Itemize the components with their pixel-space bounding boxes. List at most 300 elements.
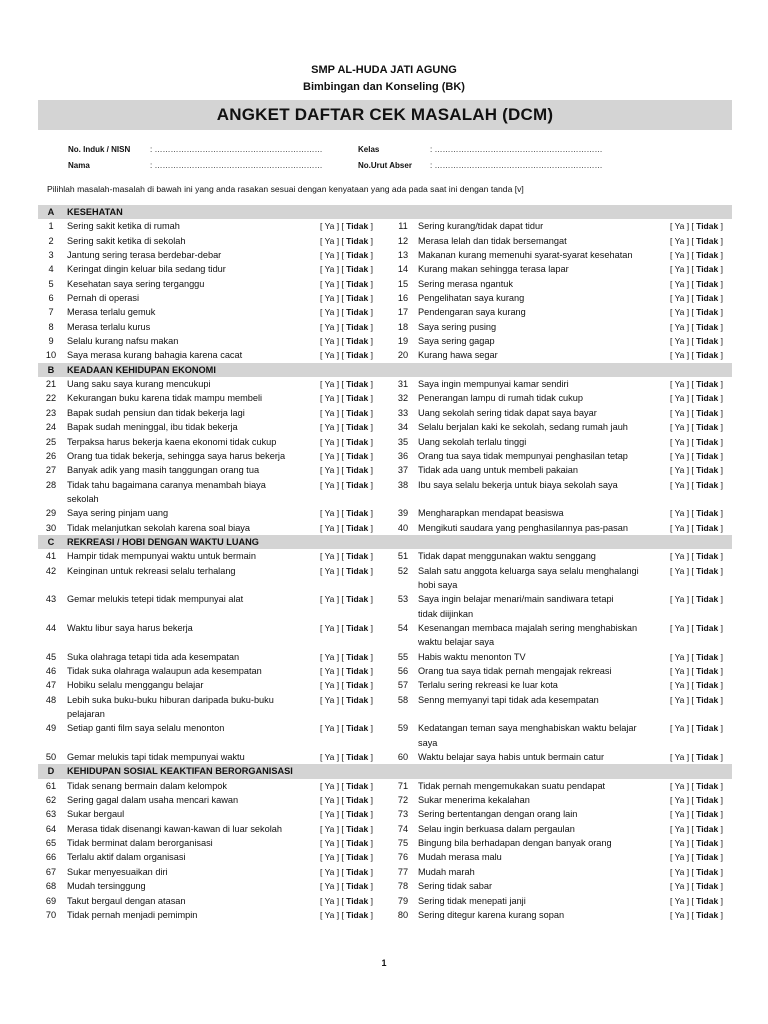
nama-field[interactable] [68,161,323,170]
item-number: 75 [397,838,409,849]
option-ya[interactable]: [ Ya ] [ [320,723,347,734]
option-tidak[interactable]: Tidak [696,479,719,490]
option-tidak[interactable]: Tidak [696,551,719,562]
option-tidak[interactable]: Tidak [696,594,719,605]
option-ya[interactable]: [ Ya ] [ [670,436,697,447]
option-ya[interactable]: [ Ya ] [ [670,393,697,404]
option-ya[interactable]: [ Ya ] [ [320,350,347,361]
ya-tidak-checkbox[interactable] [320,664,373,678]
option-ya[interactable]: [ Ya ] [ [320,565,347,576]
option-ya[interactable]: [ Ya ] [ [670,823,697,834]
option-ya[interactable]: [ Ya ] [ [320,278,347,289]
option-ya[interactable]: [ Ya ] [ [670,881,697,892]
option-tidak[interactable]: Tidak [696,752,719,763]
nisn-field[interactable] [68,145,323,154]
option-tidak[interactable]: Tidak [696,450,719,461]
ya-tidak-checkbox[interactable] [320,908,373,922]
ya-tidak-checkbox[interactable] [670,277,723,291]
ya-tidak-checkbox[interactable] [670,678,723,692]
option-ya[interactable]: [ Ya ] [ [320,795,347,806]
option-tidak[interactable]: Tidak [696,393,719,404]
ya-tidak-checkbox[interactable] [320,406,373,420]
ya-tidak-checkbox[interactable] [670,463,723,477]
option-ya[interactable]: [ Ya ] [ [320,909,347,920]
ya-tidak-checkbox[interactable] [670,449,723,463]
option-ya[interactable]: [ Ya ] [ [670,321,697,332]
nama-blank[interactable]: : ……………………………………………………… [150,161,323,170]
item-number: 33 [397,407,409,418]
option-ya[interactable]: [ Ya ] [ [670,780,697,791]
option-ya[interactable]: [ Ya ] [ [670,508,697,519]
option-ya[interactable]: [ Ya ] [ [670,422,697,433]
item-number: 55 [397,651,409,662]
option-ya[interactable]: [ Ya ] [ [320,422,347,433]
option-tidak[interactable]: Tidak [346,694,369,705]
ya-tidak-checkbox[interactable] [670,564,723,578]
option-ya[interactable]: [ Ya ] [ [320,450,347,461]
ya-tidak-checkbox[interactable] [670,234,723,248]
ya-tidak-checkbox[interactable] [670,320,723,334]
option-tidak[interactable]: Tidak [346,407,369,418]
ya-tidak-checkbox[interactable] [320,693,373,707]
option-tidak[interactable]: Tidak [696,336,719,347]
option-ya[interactable]: [ Ya ] [ [670,264,697,275]
option-tidak[interactable]: Tidak [346,450,369,461]
ya-tidak-checkbox[interactable] [320,807,373,821]
ya-tidak-checkbox[interactable] [320,865,373,879]
item-number: 46 [45,666,57,676]
option-ya[interactable]: [ Ya ] [ [320,594,347,605]
ya-tidak-checkbox[interactable] [320,822,373,836]
ya-tidak-checkbox[interactable] [670,908,723,922]
option-ya[interactable]: [ Ya ] [ [320,881,347,892]
item-number: 28 [45,479,57,490]
option-tidak[interactable]: Tidak [696,379,719,390]
item-text: Senng memyanyi tapi tidak ada kesempatan [418,694,599,705]
option-close: ] [368,622,373,633]
option-tidak[interactable]: Tidak [696,407,719,418]
ya-tidak-checkbox[interactable] [670,592,723,606]
ya-tidak-checkbox[interactable] [670,650,723,664]
option-ya[interactable]: [ Ya ] [ [670,866,697,877]
option-tidak[interactable]: Tidak [696,508,719,519]
ya-tidak-checkbox[interactable] [320,564,373,578]
item-text: waktu belajar saya [418,637,495,648]
option-ya[interactable]: [ Ya ] [ [670,221,697,232]
table-row [38,277,732,291]
ya-tidak-checkbox[interactable] [320,234,373,248]
item-text: Keinginan untuk rekreasi selalu terhalang [67,565,236,576]
ya-tidak-checkbox[interactable] [670,693,723,707]
option-tidak[interactable]: Tidak [696,823,719,834]
ya-tidak-checkbox[interactable] [320,377,373,391]
item-text: Terpaksa harus bekerja kaena ekonomi tidak cukup [67,436,277,447]
option-tidak[interactable]: Tidak [346,809,369,820]
option-ya[interactable]: [ Ya ] [ [320,680,347,691]
ya-tidak-checkbox[interactable] [320,750,373,764]
option-ya[interactable]: [ Ya ] [ [670,479,697,490]
item-text: Tidak suka olahraga walaupun ada kesempatan [67,666,262,676]
ya-tidak-checkbox[interactable] [320,836,373,850]
option-ya[interactable]: [ Ya ] [ [670,909,697,920]
table-row [38,435,732,449]
option-ya[interactable]: [ Ya ] [ [670,450,697,461]
option-ya[interactable]: [ Ya ] [ [320,307,347,318]
item-text: Tidak dapat menggunakan waktu senggang [418,551,596,562]
option-tidak[interactable]: Tidak [346,780,369,791]
option-ya[interactable]: [ Ya ] [ [670,809,697,820]
option-tidak[interactable]: Tidak [696,221,719,232]
option-ya[interactable]: [ Ya ] [ [670,594,697,605]
option-ya[interactable]: [ Ya ] [ [320,235,347,246]
option-tidak[interactable]: Tidak [346,235,369,246]
ya-tidak-checkbox[interactable] [670,377,723,391]
ya-tidak-checkbox[interactable] [670,435,723,449]
ya-tidak-checkbox[interactable] [320,650,373,664]
option-ya[interactable]: [ Ya ] [ [320,780,347,791]
option-tidak[interactable]: Tidak [346,522,369,533]
ya-tidak-checkbox[interactable] [670,262,723,276]
ya-tidak-checkbox[interactable] [320,248,373,262]
ya-tidak-checkbox[interactable] [320,334,373,348]
ya-tidak-checkbox[interactable] [670,721,723,735]
item-number: 54 [397,622,409,633]
item-text: Waktu libur saya harus bekerja [67,622,193,633]
ya-tidak-checkbox[interactable] [670,406,723,420]
option-ya[interactable]: [ Ya ] [ [320,436,347,447]
option-ya[interactable]: [ Ya ] [ [670,307,697,318]
option-close: ] [368,221,373,232]
ya-tidak-checkbox[interactable] [320,678,373,692]
option-tidak[interactable]: Tidak [346,479,369,490]
option-ya[interactable]: [ Ya ] [ [670,250,697,261]
option-ya[interactable]: [ Ya ] [ [320,336,347,347]
option-tidak[interactable]: Tidak [346,508,369,519]
option-tidak[interactable]: Tidak [346,250,369,261]
option-tidak[interactable]: Tidak [346,565,369,576]
ya-tidak-checkbox[interactable] [320,779,373,793]
option-ya[interactable]: [ Ya ] [ [670,407,697,418]
option-tidak[interactable]: Tidak [346,278,369,289]
option-ya[interactable]: [ Ya ] [ [670,278,697,289]
option-ya[interactable]: [ Ya ] [ [670,666,697,676]
option-ya[interactable]: [ Ya ] [ [320,866,347,877]
option-close: ] [368,422,373,433]
option-tidak[interactable]: Tidak [346,393,369,404]
option-tidak[interactable]: Tidak [696,651,719,662]
option-tidak[interactable]: Tidak [346,838,369,849]
option-close: ] [718,895,723,906]
option-close: ] [718,407,723,418]
absen-blank[interactable]: : ……………………………………………………… [430,161,603,170]
option-ya[interactable]: [ Ya ] [ [320,393,347,404]
option-tidak[interactable]: Tidak [346,866,369,877]
kelas-blank[interactable]: : ……………………………………………………… [430,145,603,154]
table-row [38,836,732,850]
ya-tidak-checkbox[interactable] [670,822,723,836]
option-ya[interactable]: [ Ya ] [ [320,321,347,332]
absen-field[interactable] [358,161,603,170]
kelas-field[interactable] [358,145,603,154]
ya-tidak-checkbox[interactable] [670,420,723,434]
ya-tidak-checkbox[interactable] [320,348,373,362]
ya-tidak-checkbox[interactable] [670,219,723,233]
item-text: pelajaran [67,709,105,720]
ya-tidak-checkbox[interactable] [670,750,723,764]
item-number: 16 [397,293,409,304]
option-tidak[interactable]: Tidak [346,852,369,863]
ya-tidak-checkbox[interactable] [670,348,723,362]
item-text: Lebih suka buku-buku hiburan daripada buku-buku [67,694,274,705]
option-tidak[interactable]: Tidak [696,666,719,676]
option-close: ] [368,594,373,605]
option-tidak[interactable]: Tidak [696,622,719,633]
option-ya[interactable]: [ Ya ] [ [320,694,347,705]
option-tidak[interactable]: Tidak [346,551,369,562]
option-close: ] [368,508,373,519]
option-tidak[interactable]: Tidak [696,795,719,806]
ya-tidak-checkbox[interactable] [320,521,373,535]
option-ya[interactable]: [ Ya ] [ [320,752,347,763]
option-ya[interactable]: [ Ya ] [ [670,694,697,705]
table-row [38,621,732,635]
ya-tidak-checkbox[interactable] [670,779,723,793]
ya-tidak-checkbox[interactable] [320,621,373,635]
option-ya[interactable]: [ Ya ] [ [670,551,697,562]
option-tidak[interactable]: Tidak [346,465,369,476]
option-tidak[interactable]: Tidak [346,723,369,734]
item-text: Tidak ada uang untuk membeli pakaian [418,465,579,476]
option-ya[interactable]: [ Ya ] [ [320,666,347,676]
option-ya[interactable]: [ Ya ] [ [670,379,697,390]
option-tidak[interactable]: Tidak [696,278,719,289]
table-row [38,234,732,248]
option-tidak[interactable]: Tidak [346,422,369,433]
table-row [38,478,732,492]
ya-tidak-checkbox[interactable] [670,894,723,908]
option-tidak[interactable]: Tidak [346,307,369,318]
table-row [38,750,732,764]
option-tidak[interactable]: Tidak [346,823,369,834]
option-ya[interactable]: [ Ya ] [ [320,651,347,662]
option-close: ] [718,278,723,289]
option-close: ] [368,866,373,877]
ya-tidak-checkbox[interactable] [320,449,373,463]
option-ya[interactable]: [ Ya ] [ [670,336,697,347]
option-ya[interactable]: [ Ya ] [ [320,522,347,533]
ya-tidak-checkbox[interactable] [320,549,373,563]
option-ya[interactable]: [ Ya ] [ [320,551,347,562]
ya-tidak-checkbox[interactable] [320,435,373,449]
ya-tidak-checkbox[interactable] [320,478,373,492]
option-ya[interactable]: [ Ya ] [ [670,852,697,863]
ya-tidak-checkbox[interactable] [670,664,723,678]
option-tidak[interactable]: Tidak [696,321,719,332]
option-ya[interactable]: [ Ya ] [ [670,350,697,361]
option-ya[interactable]: [ Ya ] [ [670,795,697,806]
option-ya[interactable]: [ Ya ] [ [320,264,347,275]
option-ya[interactable]: [ Ya ] [ [320,293,347,304]
option-ya[interactable]: [ Ya ] [ [320,221,347,232]
option-close: ] [718,508,723,519]
option-tidak[interactable]: Tidak [346,221,369,232]
option-tidak[interactable]: Tidak [696,866,719,877]
option-tidak[interactable]: Tidak [696,465,719,476]
option-tidak[interactable]: Tidak [346,264,369,275]
option-ya[interactable]: [ Ya ] [ [320,250,347,261]
option-ya[interactable]: [ Ya ] [ [670,651,697,662]
option-ya[interactable]: [ Ya ] [ [670,752,697,763]
ya-tidak-checkbox[interactable] [670,879,723,893]
option-close: ] [368,780,373,791]
option-ya[interactable]: [ Ya ] [ [670,895,697,906]
option-tidak[interactable]: Tidak [696,264,719,275]
ya-tidak-checkbox[interactable] [670,850,723,864]
option-tidak[interactable]: Tidak [346,622,369,633]
option-ya[interactable]: [ Ya ] [ [320,838,347,849]
ya-tidak-checkbox[interactable] [670,521,723,535]
nisn-blank[interactable]: : ……………………………………………………… [150,145,323,154]
option-ya[interactable]: [ Ya ] [ [670,565,697,576]
ya-tidak-checkbox[interactable] [670,621,723,635]
item-text: Merasa terlalu gemuk [67,307,156,318]
option-tidak[interactable]: Tidak [346,909,369,920]
table-row [38,506,732,520]
ya-tidak-checkbox[interactable] [670,391,723,405]
ya-tidak-checkbox[interactable] [320,793,373,807]
option-close: ] [718,551,723,562]
option-ya[interactable]: [ Ya ] [ [670,680,697,691]
option-tidak[interactable]: Tidak [696,694,719,705]
ya-tidak-checkbox[interactable] [320,592,373,606]
option-tidak[interactable]: Tidak [346,293,369,304]
ya-tidak-checkbox[interactable] [670,305,723,319]
option-tidak[interactable]: Tidak [696,565,719,576]
table-row [38,779,732,793]
option-tidak[interactable]: Tidak [696,522,719,533]
option-tidak[interactable]: Tidak [346,379,369,390]
table-row [38,348,732,362]
ya-tidak-checkbox[interactable] [320,277,373,291]
item-number: 48 [45,694,57,705]
ya-tidak-checkbox[interactable] [670,248,723,262]
ya-tidak-checkbox[interactable] [670,478,723,492]
ya-tidak-checkbox[interactable] [320,721,373,735]
option-ya[interactable]: [ Ya ] [ [320,809,347,820]
option-ya[interactable]: [ Ya ] [ [320,379,347,390]
option-ya[interactable]: [ Ya ] [ [320,479,347,490]
ya-tidak-checkbox[interactable] [670,836,723,850]
option-tidak[interactable]: Tidak [696,881,719,892]
option-ya[interactable]: [ Ya ] [ [320,852,347,863]
option-ya[interactable]: [ Ya ] [ [320,407,347,418]
option-ya[interactable]: [ Ya ] [ [670,293,697,304]
ya-tidak-checkbox[interactable] [670,291,723,305]
option-ya[interactable]: [ Ya ] [ [320,823,347,834]
option-tidak[interactable]: Tidak [696,780,719,791]
ya-tidak-checkbox[interactable] [320,262,373,276]
ya-tidak-checkbox[interactable] [670,549,723,563]
option-tidak[interactable]: Tidak [696,250,719,261]
ya-tidak-checkbox[interactable] [320,219,373,233]
option-tidak[interactable]: Tidak [346,336,369,347]
option-close: ] [368,450,373,461]
item-number: 26 [45,450,57,461]
option-close: ] [718,479,723,490]
ya-tidak-checkbox[interactable] [670,865,723,879]
option-tidak[interactable]: Tidak [346,594,369,605]
option-ya[interactable]: [ Ya ] [ [670,465,697,476]
option-ya[interactable]: [ Ya ] [ [670,622,697,633]
ya-tidak-checkbox[interactable] [320,894,373,908]
option-close: ] [368,838,373,849]
option-close: ] [718,866,723,877]
ya-tidak-checkbox[interactable] [320,463,373,477]
option-tidak[interactable]: Tidak [346,666,369,676]
option-ya[interactable]: [ Ya ] [ [320,895,347,906]
option-tidak[interactable]: Tidak [346,795,369,806]
option-tidak[interactable]: Tidak [696,723,719,734]
ya-tidak-checkbox[interactable] [320,506,373,520]
option-tidak[interactable]: Tidak [696,436,719,447]
ya-tidak-checkbox[interactable] [320,391,373,405]
option-tidak[interactable]: Tidak [696,293,719,304]
option-ya[interactable]: [ Ya ] [ [670,235,697,246]
ya-tidak-checkbox[interactable] [320,305,373,319]
ya-tidak-checkbox[interactable] [320,320,373,334]
ya-tidak-checkbox[interactable] [670,334,723,348]
option-ya[interactable]: [ Ya ] [ [670,522,697,533]
item-number: 52 [397,565,409,576]
option-tidak[interactable]: Tidak [696,838,719,849]
ya-tidak-checkbox[interactable] [320,850,373,864]
item-number: 60 [397,752,409,763]
option-tidak[interactable]: Tidak [346,436,369,447]
option-tidak[interactable]: Tidak [346,680,369,691]
option-tidak[interactable]: Tidak [696,895,719,906]
option-tidak[interactable]: Tidak [346,752,369,763]
option-ya[interactable]: [ Ya ] [ [320,508,347,519]
option-tidak[interactable]: Tidak [346,321,369,332]
ya-tidak-checkbox[interactable] [320,420,373,434]
option-tidak[interactable]: Tidak [346,350,369,361]
option-tidak[interactable]: Tidak [696,307,719,318]
ya-tidak-checkbox[interactable] [320,291,373,305]
option-tidak[interactable]: Tidak [696,680,719,691]
item-number: 38 [397,479,409,490]
option-tidak[interactable]: Tidak [696,809,719,820]
option-tidak[interactable]: Tidak [346,895,369,906]
option-close: ] [368,809,373,820]
option-tidak[interactable]: Tidak [696,909,719,920]
option-tidak[interactable]: Tidak [696,422,719,433]
option-tidak[interactable]: Tidak [696,350,719,361]
item-number: 68 [45,881,57,892]
ya-tidak-checkbox[interactable] [670,807,723,821]
ya-tidak-checkbox[interactable] [320,879,373,893]
option-tidak[interactable]: Tidak [696,852,719,863]
option-ya[interactable]: [ Ya ] [ [670,838,697,849]
option-tidak[interactable]: Tidak [346,881,369,892]
item-text: Merasa tidak disenangi kawan-kawan di luar sekolah [67,823,283,834]
ya-tidak-checkbox[interactable] [670,793,723,807]
option-tidak[interactable]: Tidak [696,235,719,246]
ya-tidak-checkbox[interactable] [670,506,723,520]
option-ya[interactable]: [ Ya ] [ [670,723,697,734]
option-ya[interactable]: [ Ya ] [ [320,465,347,476]
option-tidak[interactable]: Tidak [346,651,369,662]
option-ya[interactable]: [ Ya ] [ [320,622,347,633]
